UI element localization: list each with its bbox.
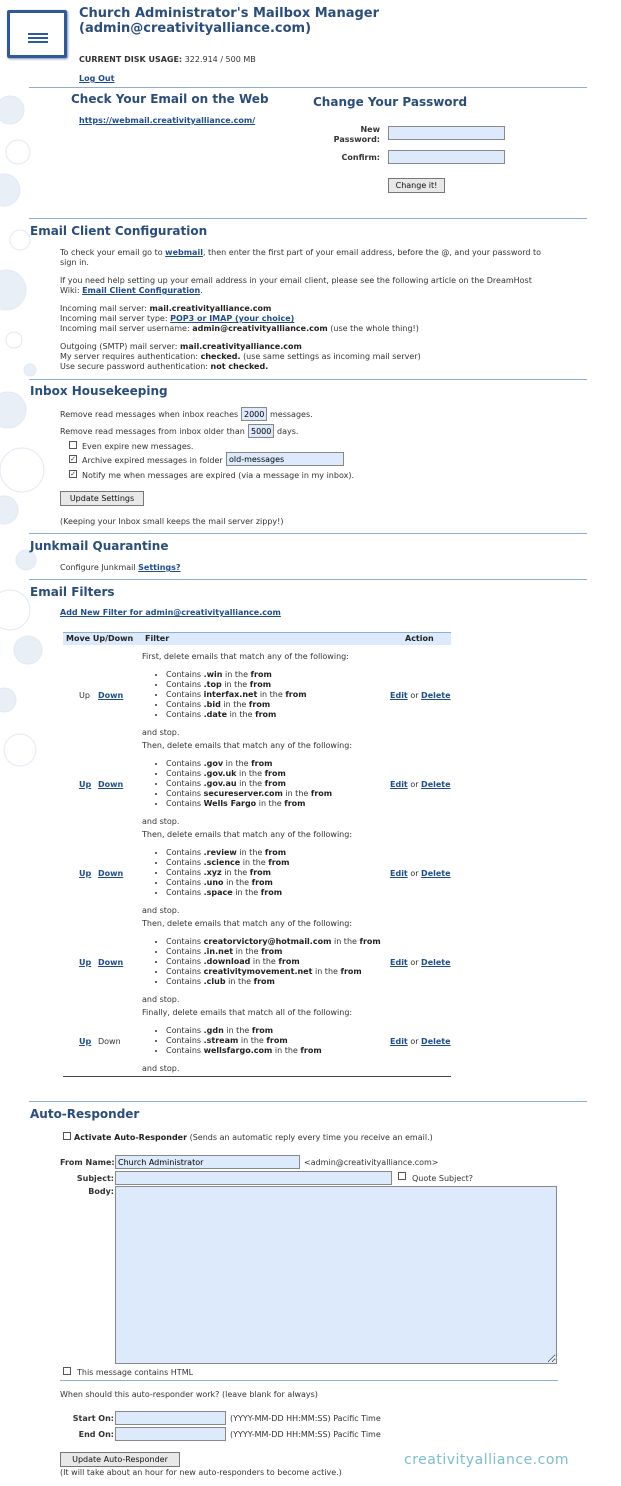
expire-new-label: Even expire new messages.: [82, 442, 194, 451]
edit-filter-link[interactable]: Edit: [390, 691, 408, 700]
autoresponder-note: (It will take about an hour for new auto-responders to become active.): [60, 1468, 342, 1477]
filter-condition: • Contains .stream in the from: [166, 1036, 322, 1046]
filter-condition: • Contains wellsfargo.com in the from: [166, 1046, 322, 1056]
move-down-link[interactable]: Down: [98, 691, 124, 700]
page-title: Church Administrator's Mailbox Manager (admin@creativityalliance.com): [79, 6, 380, 36]
divider: [29, 533, 587, 534]
delete-filter-link[interactable]: Delete: [421, 958, 451, 967]
disk-usage: CURRENT DISK USAGE: 322.914 / 500 MB: [79, 55, 256, 64]
subject-label: Subject:: [76, 1174, 114, 1183]
move-up-link[interactable]: Up: [79, 869, 92, 878]
notify-checkbox[interactable]: ✓: [70, 470, 76, 478]
config-paragraph-2: If you need help setting up your email address in your email client, please see the following article on the DreamHost: [60, 276, 532, 285]
inbox-limit-unit: messages.: [270, 410, 313, 419]
incoming-type: Incoming mail server type: POP3 or IMAP (your choice): [60, 314, 295, 323]
housekeeping-heading: Inbox Housekeeping: [30, 384, 168, 398]
edit-filter-link[interactable]: Edit: [390, 869, 408, 878]
update-autoresponder-button[interactable]: Update Auto-Responder: [60, 1452, 180, 1467]
housekeeping-note: (Keeping your Inbox small keeps the mail server zippy!): [60, 517, 284, 526]
end-on-label: End On:: [78, 1430, 114, 1439]
start-on-input[interactable]: [115, 1411, 226, 1425]
filter-condition: • Contains .uno in the from: [166, 878, 290, 888]
filter-stop: and stop.: [142, 728, 180, 737]
edit-filter-link[interactable]: Edit: [390, 958, 408, 967]
filter-condition: • Contains .bid in the from: [166, 700, 307, 710]
age-limit-input[interactable]: [248, 424, 274, 438]
filter-condition: • Contains creativitymovement.net in the from: [166, 967, 381, 977]
archive-label: Archive expired messages in folder: [82, 456, 223, 465]
change-password-button[interactable]: Change it!: [388, 178, 445, 193]
filter-condition: • Contains .club in the from: [166, 977, 381, 987]
filter-actions: Edit or Delete: [390, 869, 451, 878]
config-paragraph-2-cont: Wiki: Email Client Configuration.: [60, 286, 203, 295]
filter-condition: • Contains .gdn in the from: [166, 1026, 322, 1036]
pop3-imap-link[interactable]: POP3 or IMAP (your choice): [170, 314, 295, 323]
inbox-limit-input[interactable]: [241, 407, 267, 421]
col-move: Move Up/Down: [66, 634, 134, 643]
filter-actions: Edit or Delete: [390, 1037, 451, 1046]
filter-stop: and stop.: [142, 995, 180, 1004]
filters-table-header: [63, 632, 451, 645]
table-bottom-rule: [63, 1076, 451, 1077]
delete-filter-link[interactable]: Delete: [421, 691, 451, 700]
incoming-username: Incoming mail server username: admin@creativityalliance.com (use the whole thing!): [60, 324, 419, 333]
mailbox-logo: [7, 10, 67, 58]
filter-condition: • Contains .gov.uk in the from: [166, 769, 332, 779]
webmail-inline-link[interactable]: webmail: [165, 248, 203, 257]
filter-title: Then, delete emails that match any of the following:: [142, 830, 353, 839]
from-name-input[interactable]: [115, 1155, 300, 1169]
quote-subject-checkbox[interactable]: [398, 1172, 406, 1180]
incoming-server: Incoming mail server: mail.creativityalliance.com: [60, 304, 272, 313]
age-limit-label: Remove read messages from inbox older than: [60, 427, 245, 436]
filter-condition: • Contains Wells Fargo in the from: [166, 799, 332, 809]
divider: [29, 579, 587, 580]
from-address: <admin@creativityalliance.com>: [304, 1158, 439, 1167]
logout-link[interactable]: Log Out: [79, 74, 115, 83]
edit-filter-link[interactable]: Edit: [390, 780, 408, 789]
subject-input[interactable]: [115, 1171, 392, 1185]
move-up-link[interactable]: Up: [79, 958, 92, 967]
filter-stop: and stop.: [142, 817, 180, 826]
archive-checkbox[interactable]: ✓: [70, 455, 76, 463]
filter-conditions: [152, 937, 381, 987]
html-label: This message contains HTML: [77, 1368, 194, 1377]
new-password-input[interactable]: [388, 126, 505, 140]
filter-condition: • Contains .xyz in the from: [166, 868, 290, 878]
secure-auth: Use secure password authentication: not checked.: [60, 362, 269, 371]
edit-filter-link[interactable]: Edit: [390, 1037, 408, 1046]
move-up-link[interactable]: Up: [79, 1037, 92, 1046]
filter-conditions: [152, 1026, 322, 1056]
divider: [29, 87, 587, 88]
activate-autoresponder-label: Activate Auto-Responder (Sends an automatic reply every time you receive an email.): [74, 1133, 433, 1142]
divider: [60, 1380, 558, 1381]
filter-condition: • Contains .in.net in the from: [166, 947, 381, 957]
config-paragraph-1-cont: sign in.: [60, 258, 89, 267]
filter-actions: Edit or Delete: [390, 780, 451, 789]
filter-stop: and stop.: [142, 1064, 180, 1073]
config-paragraph-1: To check your email go to webmail, then enter the first part of your email address, before the @, and your password to: [60, 248, 542, 257]
filter-stop: and stop.: [142, 906, 180, 915]
body-label: Body:: [88, 1187, 114, 1196]
delete-filter-link[interactable]: Delete: [421, 1037, 451, 1046]
archive-folder-input[interactable]: [226, 452, 344, 466]
quote-subject-label: Quote Subject?: [412, 1174, 474, 1183]
filter-condition: • Contains .review in the from: [166, 848, 290, 858]
start-date-hint: (YYYY-MM-DD HH:MM:SS) Pacific Time: [230, 1414, 381, 1423]
filter-condition: • Contains .space in the from: [166, 888, 290, 898]
password-heading: Change Your Password: [313, 95, 468, 109]
junkmail-heading: Junkmail Quarantine: [30, 539, 169, 553]
client-config-article-link[interactable]: Email Client Configuration: [82, 286, 201, 295]
filter-condition: • Contains secureserver.com in the from: [166, 789, 332, 799]
filter-actions: Edit or Delete: [390, 958, 451, 967]
client-config-heading: Email Client Configuration: [30, 224, 208, 238]
junkmail-config: Configure Junkmail Settings?: [60, 563, 181, 572]
filter-condition: • Contains .top in the from: [166, 680, 307, 690]
move-up-link: Up: [79, 691, 90, 700]
filters-heading: Email Filters: [30, 585, 115, 599]
filter-condition: • Contains .win in the from: [166, 670, 307, 680]
filter-condition: • Contains .gov in the from: [166, 759, 332, 769]
move-down-link[interactable]: Down: [98, 780, 124, 789]
divider: [29, 218, 587, 219]
envelope-icon: [28, 33, 48, 45]
add-filter-link[interactable]: Add New Filter for admin@creativityalliance.com: [60, 608, 281, 617]
move-down-link: Down: [98, 1037, 121, 1046]
filter-condition: • Contains .gov.au in the from: [166, 779, 332, 789]
decorative-bubbles: [0, 90, 60, 790]
filter-actions: Edit or Delete: [390, 691, 451, 700]
auth-required: My server requires authentication: checked. (use same settings as incoming mail server): [60, 352, 421, 361]
update-settings-button[interactable]: Update Settings: [60, 491, 144, 506]
filter-title: Finally, delete emails that match all of the following:: [142, 1008, 353, 1017]
junkmail-settings-link[interactable]: Settings?: [138, 563, 181, 572]
from-name-label: From Name:: [60, 1158, 115, 1167]
filter-condition: • Contains .download in the from: [166, 957, 381, 967]
move-down-link[interactable]: Down: [98, 869, 124, 878]
filter-condition: • Contains .date in the from: [166, 710, 307, 720]
notify-label: Notify me when messages are expired (via a message in my inbox).: [82, 471, 355, 480]
filter-condition: • Contains .science in the from: [166, 858, 290, 868]
expire-new-checkbox[interactable]: [69, 441, 77, 449]
webmail-heading: Check Your Email on the Web: [71, 92, 269, 106]
delete-filter-link[interactable]: Delete: [421, 780, 451, 789]
col-action: Action: [405, 634, 434, 643]
filter-conditions: [152, 759, 332, 809]
confirm-password-label: Confirm:: [341, 153, 380, 162]
filter-conditions: [152, 848, 290, 898]
delete-filter-link[interactable]: Delete: [421, 869, 451, 878]
start-on-label: Start On:: [72, 1414, 114, 1423]
end-on-input[interactable]: [115, 1427, 226, 1441]
autoresponder-heading: Auto-Responder: [30, 1107, 140, 1121]
new-password-label: New Password:: [333, 125, 380, 144]
activate-autoresponder-checkbox[interactable]: [63, 1132, 71, 1140]
divider: [29, 379, 587, 380]
body-textarea[interactable]: [115, 1186, 557, 1364]
filter-title: Then, delete emails that match any of the following:: [142, 919, 353, 928]
html-checkbox[interactable]: [63, 1367, 71, 1375]
filter-condition: • Contains creatorvictory@hotmail.com in the from: [166, 937, 381, 947]
brand-logo-text: creativityalliance.com: [404, 1452, 570, 1468]
webmail-link[interactable]: https://webmail.creativityalliance.com/: [79, 116, 256, 125]
confirm-password-input[interactable]: [388, 150, 505, 164]
end-date-hint: (YYYY-MM-DD HH:MM:SS) Pacific Time: [230, 1430, 381, 1439]
col-filter: Filter: [145, 634, 170, 643]
filter-condition: • Contains interfax.net in the from: [166, 690, 307, 700]
divider: [29, 1101, 587, 1102]
move-down-link[interactable]: Down: [98, 958, 124, 967]
filter-conditions: [152, 670, 307, 720]
filter-title: Then, delete emails that match any of the following:: [142, 741, 353, 750]
schedule-hint: When should this auto-responder work? (leave blank for always): [60, 1390, 318, 1399]
filter-title: First, delete emails that match any of the following:: [142, 652, 349, 661]
age-limit-unit: days.: [277, 427, 299, 436]
move-up-link[interactable]: Up: [79, 780, 92, 789]
outgoing-server: Outgoing (SMTP) mail server: mail.creativityalliance.com: [60, 342, 302, 351]
inbox-limit-label: Remove read messages when inbox reaches: [60, 410, 239, 419]
